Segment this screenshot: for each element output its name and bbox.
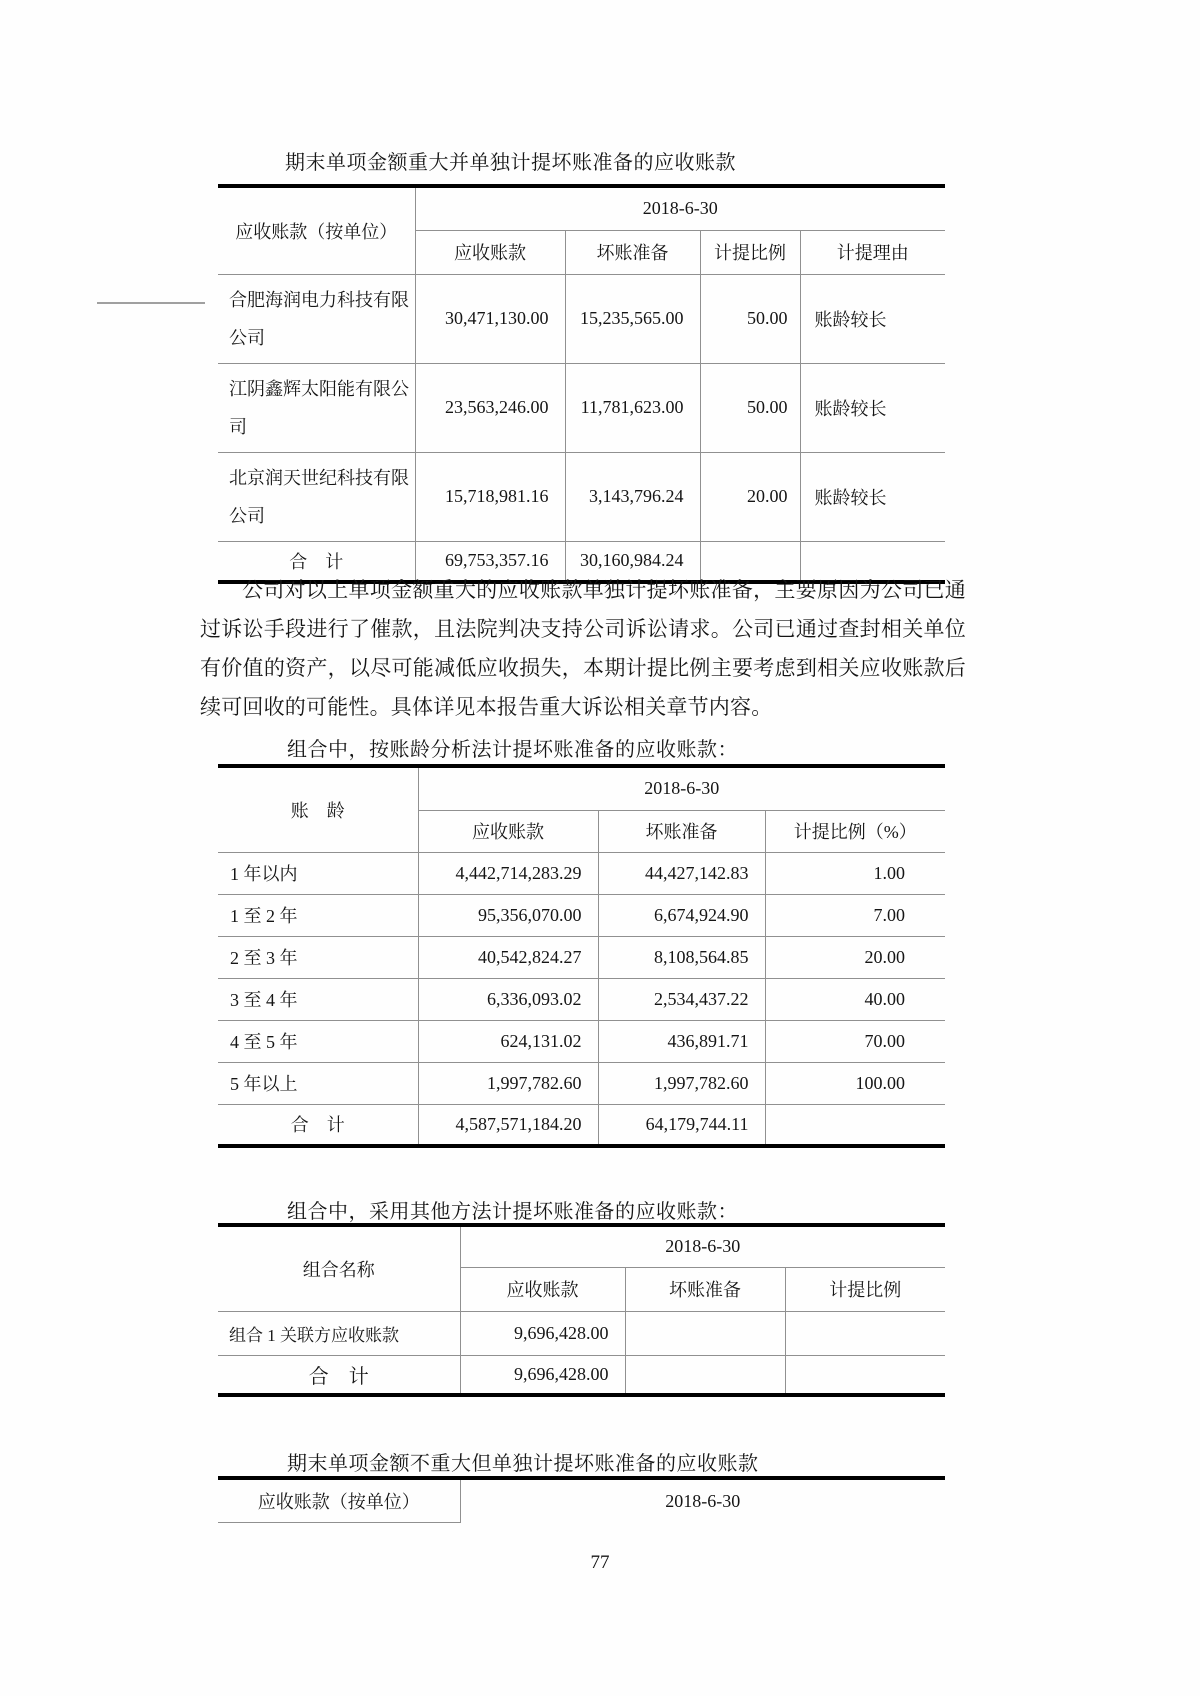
table-row <box>218 452 945 541</box>
column-header-provision: 坏账准备 <box>625 1267 785 1311</box>
empty-cell <box>765 1104 945 1146</box>
table-total-row <box>218 1355 945 1395</box>
column-header-provision: 坏账准备 <box>598 810 765 852</box>
section1-title: 期末单项金额重大并单独计提坏账准备的应收账款 <box>285 152 736 174</box>
ratio-cell: 7.00 <box>765 894 945 936</box>
note-paragraph: 公司对以上单项金额重大的应收账款单独计提坏账准备，主要原因为公司已通过诉讼手段进行了催款，且法院判决支持公司诉讼请求。公司已通过查封相关单位有价值的资产，以尽可能减低应收损失，本期计提比例主要考虑到相关应收账款后续可回收的可能性。具体详见本报告重大诉讼相关章节内容。 <box>200 578 966 719</box>
portfolio-name-cell: 组合 1 关联方应收账款 <box>218 1311 460 1355</box>
total-provision-cell: 64,179,744.11 <box>598 1104 765 1146</box>
row-header-cell: 组合名称 <box>218 1225 460 1311</box>
aging-analysis-table <box>218 764 945 1148</box>
total-label-cell: 合 计 <box>218 1355 460 1395</box>
empty-cell <box>785 1311 945 1355</box>
column-header-provision: 坏账准备 <box>565 230 700 274</box>
table-row <box>218 1311 945 1355</box>
total-receivable-cell: 4,587,571,184.20 <box>418 1104 598 1146</box>
empty-cell <box>785 1355 945 1395</box>
receivable-amount-cell: 95,356,070.00 <box>418 894 598 936</box>
column-header-reason: 计提理由 <box>800 230 945 274</box>
page-number: 77 <box>590 1552 610 1573</box>
receivable-amount-cell: 1,997,782.60 <box>418 1062 598 1104</box>
column-header-ratio: 计提比例 <box>785 1267 945 1311</box>
total-label-cell: 合 计 <box>218 1104 418 1146</box>
provision-amount-cell: 15,235,565.00 <box>565 274 700 363</box>
ratio-cell: 50.00 <box>700 274 800 363</box>
section2-title: 组合中，按账龄分析法计提坏账准备的应收账款： <box>287 739 738 761</box>
table-row <box>218 936 945 978</box>
table-row <box>218 978 945 1020</box>
age-band-cell: 4 至 5 年 <box>218 1020 418 1062</box>
header-row-date <box>218 1225 945 1267</box>
ratio-cell: 1.00 <box>765 852 945 894</box>
date-header-cell: 2018-6-30 <box>418 766 945 810</box>
ratio-cell: 20.00 <box>765 936 945 978</box>
reason-cell: 账龄较长 <box>800 274 945 363</box>
provision-amount-cell: 436,891.71 <box>598 1020 765 1062</box>
provision-amount-cell: 1,997,782.60 <box>598 1062 765 1104</box>
table-row <box>218 894 945 936</box>
provision-amount-cell: 11,781,623.00 <box>565 363 700 452</box>
column-header-ratio: 计提比例 <box>700 230 800 274</box>
table-row <box>218 274 945 363</box>
column-header-receivable: 应收账款 <box>415 230 565 274</box>
date-header-cell: 2018-6-30 <box>665 1490 741 1511</box>
receivable-amount-cell: 30,471,130.00 <box>415 274 565 363</box>
table-row <box>218 852 945 894</box>
section4-title: 期末单项金额不重大但单独计提坏账准备的应收账款 <box>287 1453 759 1475</box>
section3-title: 组合中，采用其他方法计提坏账准备的应收账款： <box>287 1201 738 1223</box>
individually-insignificant-receivables-table <box>218 1476 945 1523</box>
company-name-cell: 江阴鑫辉太阳能有限公司 <box>218 363 415 452</box>
row-header-cell: 账 龄 <box>218 766 418 852</box>
receivable-amount-cell: 624,131.02 <box>418 1020 598 1062</box>
table-total-row <box>218 1104 945 1146</box>
ratio-cell: 50.00 <box>700 363 800 452</box>
total-receivable-cell: 69,753,357.16 <box>415 541 565 582</box>
reason-cell: 账龄较长 <box>800 363 945 452</box>
company-name-cell: 北京润天世纪科技有限公司 <box>218 452 415 541</box>
column-header-ratio: 计提比例（%） <box>765 810 945 852</box>
empty-cell <box>625 1311 785 1355</box>
age-band-cell: 3 至 4 年 <box>218 978 418 1020</box>
receivable-amount-cell: 15,718,981.16 <box>415 452 565 541</box>
ratio-cell: 100.00 <box>765 1062 945 1104</box>
row-header-cell: 应收账款（按单位） <box>218 1478 460 1522</box>
header-row <box>218 1478 945 1522</box>
provision-amount-cell: 3,143,796.24 <box>565 452 700 541</box>
age-band-cell: 5 年以上 <box>218 1062 418 1104</box>
individually-significant-receivables-table <box>218 184 945 584</box>
total-provision-cell: 30,160,984.24 <box>565 541 700 582</box>
date-header-cell: 2018-6-30 <box>415 186 945 230</box>
header-row-date <box>218 186 945 230</box>
ratio-cell: 40.00 <box>765 978 945 1020</box>
ratio-cell: 20.00 <box>700 452 800 541</box>
provision-amount-cell: 6,674,924.90 <box>598 894 765 936</box>
company-name-cell: 合肥海润电力科技有限公司 <box>218 274 415 363</box>
receivable-amount-cell: 6,336,093.02 <box>418 978 598 1020</box>
header-row-date <box>218 766 945 810</box>
provision-amount-cell: 2,534,437.22 <box>598 978 765 1020</box>
row-header-cell: 应收账款（按单位） <box>218 186 415 274</box>
age-band-cell: 2 至 3 年 <box>218 936 418 978</box>
provision-amount-cell: 8,108,564.85 <box>598 936 765 978</box>
table-row <box>218 1062 945 1104</box>
date-header-cell: 2018-6-30 <box>460 1225 945 1267</box>
column-header-receivable: 应收账款 <box>418 810 598 852</box>
ratio-cell: 70.00 <box>765 1020 945 1062</box>
receivable-amount-cell: 4,442,714,283.29 <box>418 852 598 894</box>
receivable-amount-cell: 40,542,824.27 <box>418 936 598 978</box>
receivable-amount-cell: 23,563,246.00 <box>415 363 565 452</box>
total-label-cell: 合 计 <box>218 541 415 582</box>
total-receivable-cell: 9,696,428.00 <box>460 1355 625 1395</box>
table-row <box>218 1020 945 1062</box>
column-header-receivable: 应收账款 <box>460 1267 625 1311</box>
reason-cell: 账龄较长 <box>800 452 945 541</box>
age-band-cell: 1 年以内 <box>218 852 418 894</box>
table-row <box>218 363 945 452</box>
age-band-cell: 1 至 2 年 <box>218 894 418 936</box>
provision-amount-cell: 44,427,142.83 <box>598 852 765 894</box>
other-method-receivables-table <box>218 1223 945 1397</box>
margin-mark-line <box>97 302 205 304</box>
empty-cell <box>625 1355 785 1395</box>
receivable-amount-cell: 9,696,428.00 <box>460 1311 625 1355</box>
